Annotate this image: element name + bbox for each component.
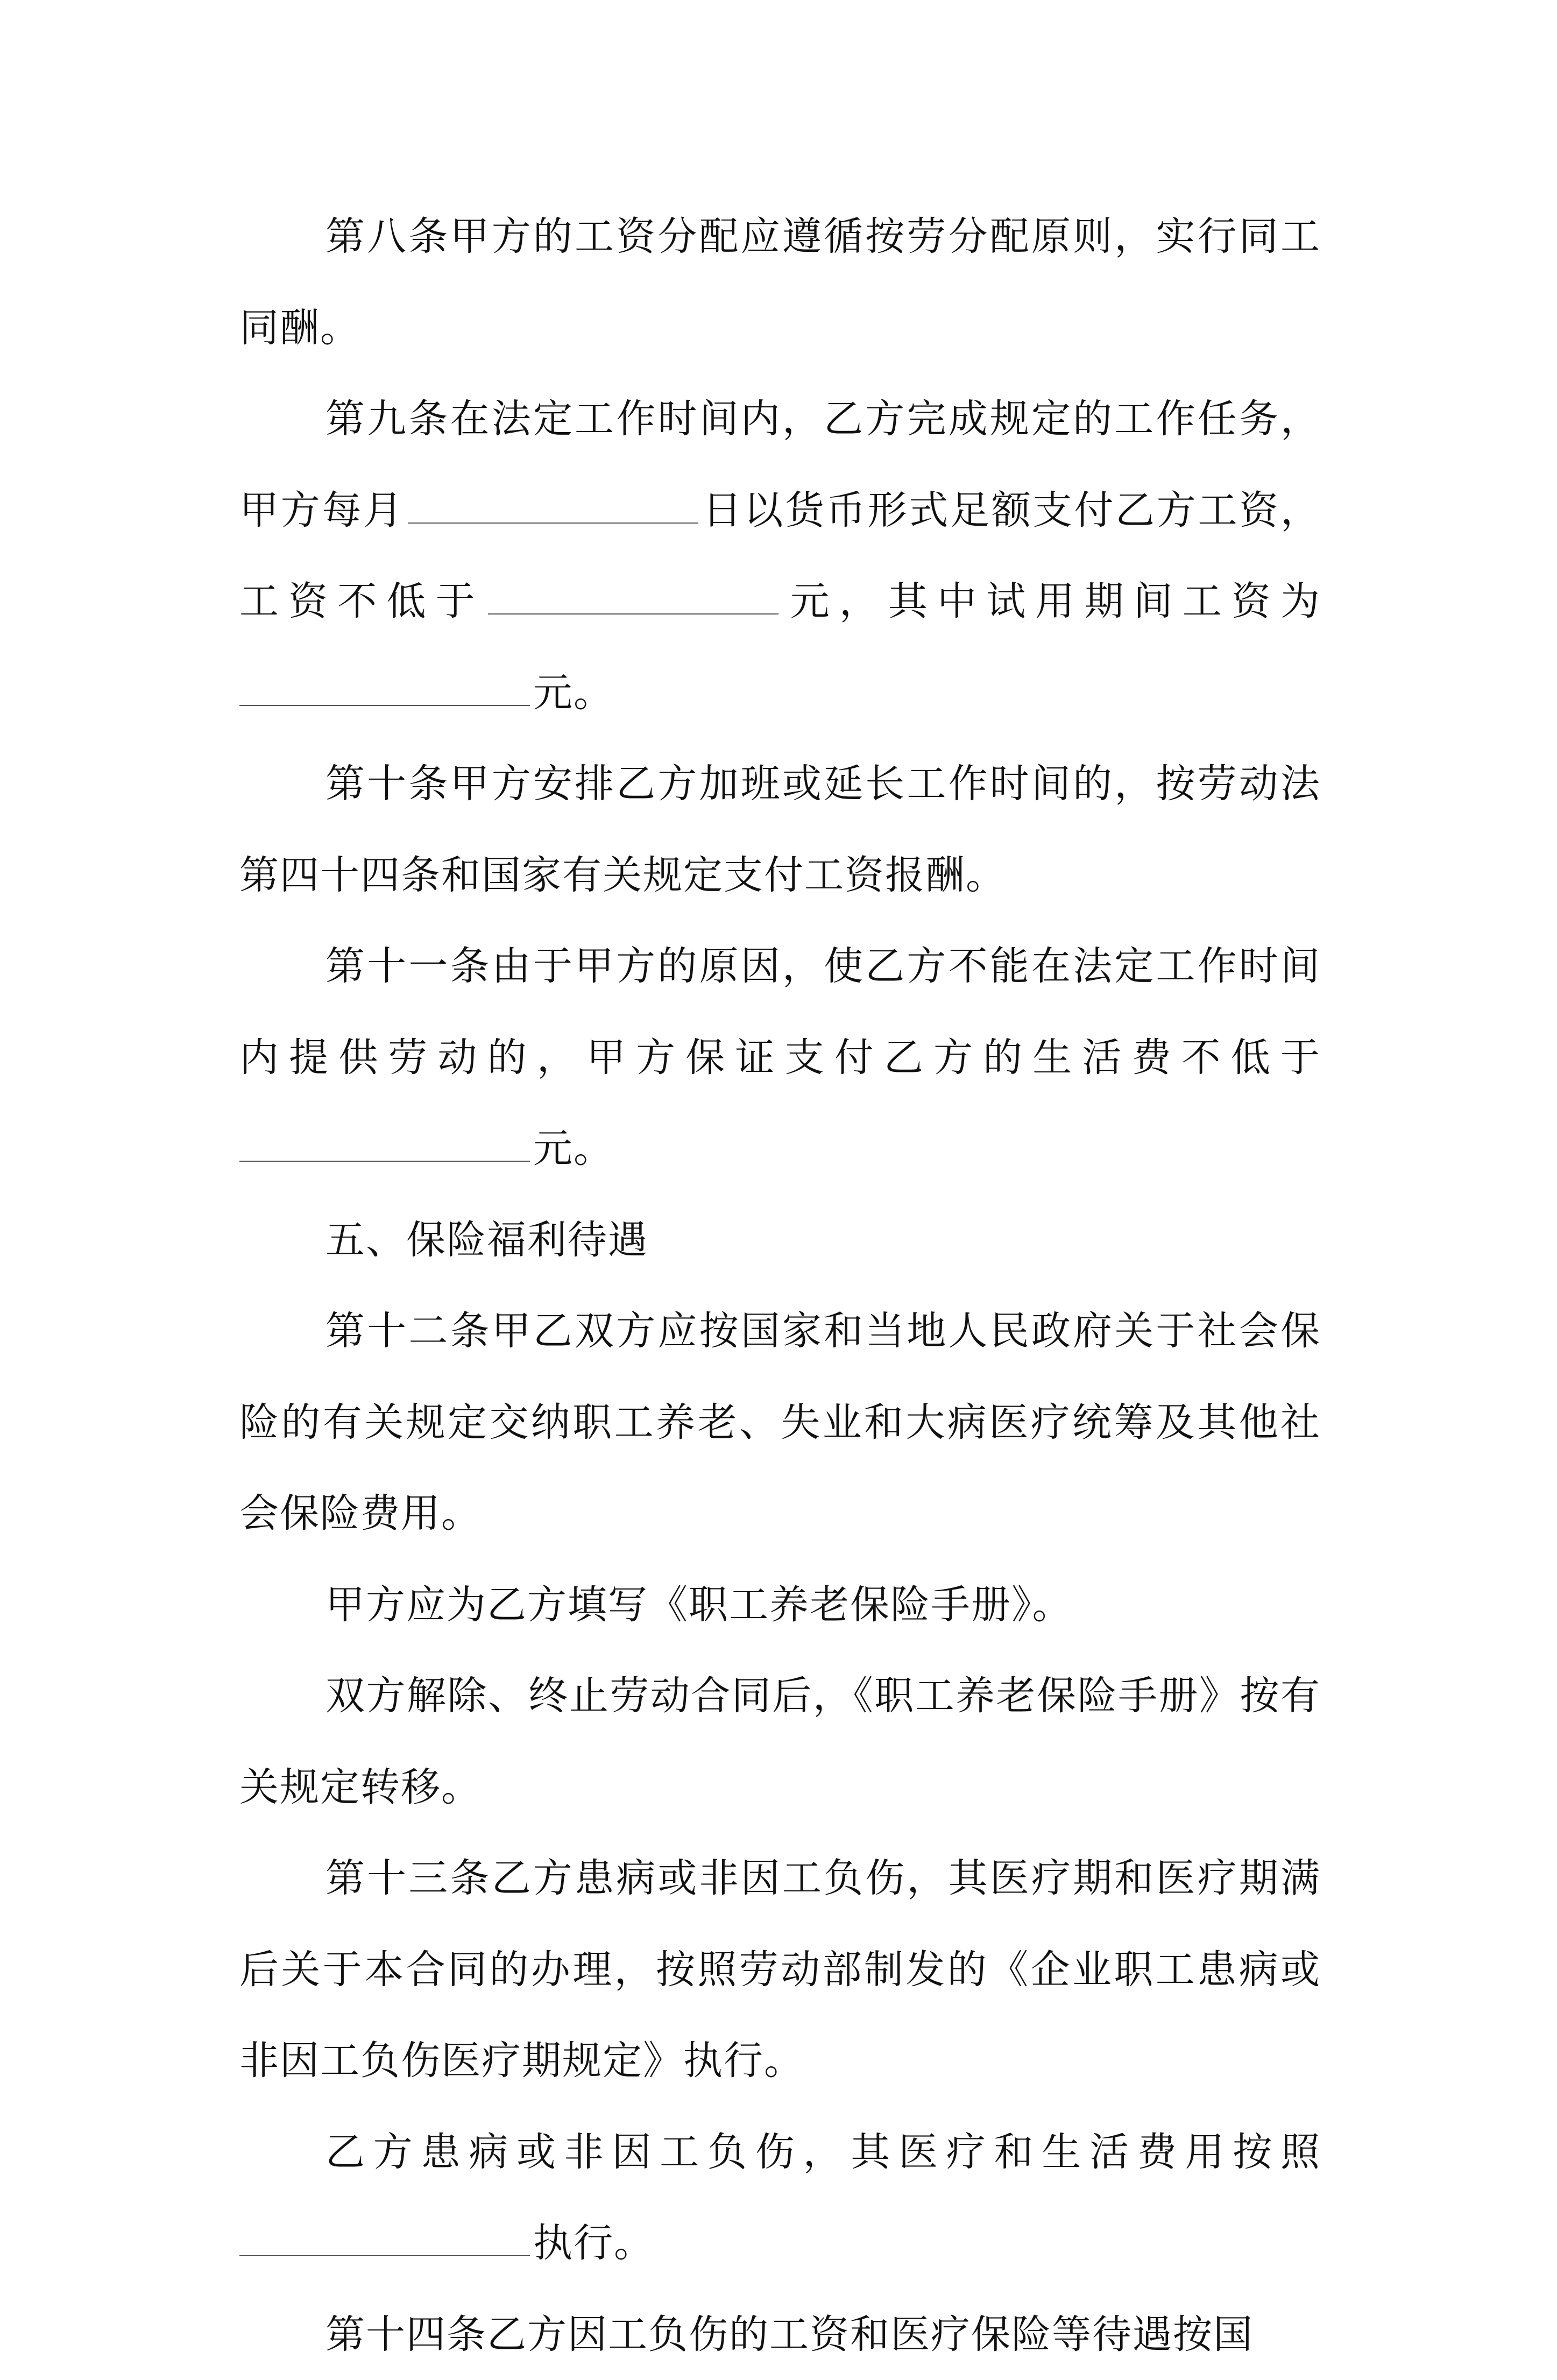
article-10: [239, 738, 1321, 921]
article-13-text: 第十三条乙方患病或非因工负伤，其医疗期和医疗期满后关于本合同的办理，按照劳动部制发的《企业职工患病或非因工负伤医疗期规定》执行。: [239, 1855, 1321, 2084]
article-14: [239, 2289, 1321, 2380]
article-14-text: 第十四条乙方因工负伤的工资和医疗保险等待遇按国: [325, 2312, 1254, 2357]
article-9-text-c: 元，其中试用期间工资为: [782, 578, 1321, 624]
article-8: [239, 191, 1321, 373]
contract-body: [239, 191, 1321, 2380]
payday-blank: [408, 522, 698, 524]
article-11-text-b: 元。: [533, 1126, 614, 1171]
article-12-text: 第十二条甲乙双方应按国家和当地人民政府关于社会保险的有关规定交纳职工养老、失业和大病医疗统筹及其他社会保险费用。: [239, 1308, 1321, 1536]
article-10-text: 第十条甲方安排乙方加班或延长工作时间的，按劳动法第四十四条和国家有关规定支付工资报酬。: [239, 761, 1321, 898]
article-9-text-d: 元。: [533, 670, 614, 716]
pension-manual-fill: [239, 1559, 1321, 1651]
article-13-costs-text-b: 执行。: [533, 2220, 654, 2266]
pension-manual-transfer: [239, 1650, 1321, 1833]
probation-wage-blank: [239, 704, 530, 706]
article-13: [239, 1833, 1321, 2107]
minimum-wage-blank: [488, 613, 778, 615]
article-13-costs-text-a: 乙方患病或非因工负伤，其医疗和生活费用按照: [325, 2129, 1321, 2175]
article-11-text-a: 第十一条由于甲方的原因，使乙方不能在法定工作时间内提供劳动的，甲方保证支付乙方的生活费不低于: [239, 943, 1321, 1080]
article-9: [239, 373, 1321, 738]
article-12: [239, 1286, 1321, 1559]
section-5-heading: [239, 1195, 1321, 1286]
article-11: [239, 921, 1321, 1195]
pension-manual-transfer-text: 双方解除、终止劳动合同后，《职工养老保险手册》按有关规定转移。: [239, 1673, 1321, 1810]
article-13-costs: [239, 2107, 1321, 2289]
medical-cost-standard-blank: [239, 2255, 530, 2256]
article-9-text-a: 第九条在法定工作时间内，乙方完成规定的工作任务，甲方每月: [239, 396, 1321, 533]
section-5-heading-text: 五、保险福利待遇: [325, 1217, 648, 1263]
living-allowance-blank: [239, 1160, 530, 1162]
article-9-text-b: 日以货币形式足额支付乙方工资，工资不低于: [239, 488, 1321, 625]
article-8-text: 第八条甲方的工资分配应遵循按劳分配原则，实行同工同酬。: [239, 214, 1321, 351]
pension-manual-fill-text: 甲方应为乙方填写《职工养老保险手册》。: [325, 1582, 1073, 1628]
